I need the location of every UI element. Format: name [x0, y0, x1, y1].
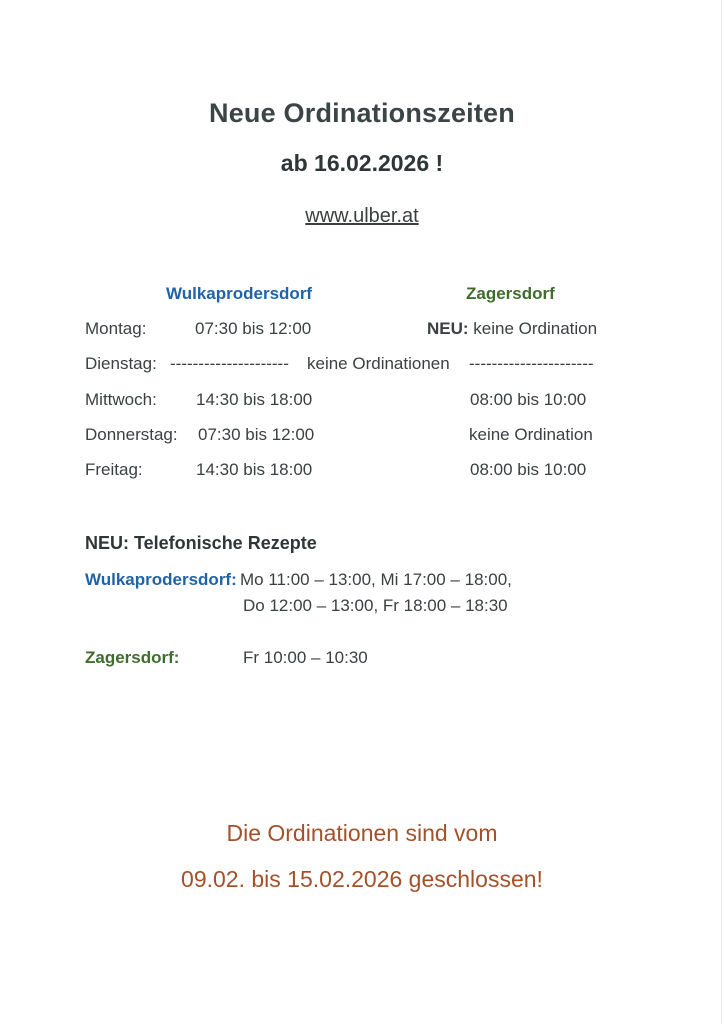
- closure-line1: Die Ordinationen sind vom: [226, 820, 498, 846]
- closure-line2: 09.02. bis 15.02.2026 geschlossen!: [181, 866, 543, 892]
- dashes-left-dienstag: ---------------------: [170, 354, 289, 373]
- hours-merged-dienstag: keine Ordinationen: [307, 354, 450, 373]
- day-label-donnerstag: Donnerstag:: [85, 425, 178, 444]
- rezepte-wulka-line2: Do 12:00 – 13:00, Fr 18:00 – 18:30: [243, 596, 508, 615]
- hours-zagers-donnerstag: keine Ordination: [469, 425, 593, 444]
- column-header-wulkaprodersdorf: Wulkaprodersdorf: [166, 284, 313, 303]
- hours-zagers-freitag: 08:00 bis 10:00: [470, 460, 587, 479]
- hours-zagers-montag: [427, 319, 597, 339]
- hours-zagers-montag-text: keine Ordination: [473, 319, 598, 338]
- rezepte-heading: NEU: Telefonische Rezepte: [85, 533, 317, 553]
- rezepte-label-zagersdorf: Zagersdorf:: [85, 648, 180, 667]
- day-label-mittwoch: Mittwoch:: [85, 390, 157, 409]
- hours-zagers-mittwoch: 08:00 bis 10:00: [470, 390, 587, 409]
- day-label-montag: Montag:: [85, 319, 147, 338]
- hours-wulka-mittwoch: 14:30 bis 18:00: [196, 390, 313, 409]
- hours-wulka-freitag: 14:30 bis 18:00: [196, 460, 313, 479]
- hours-wulka-donnerstag: 07:30 bis 12:00: [198, 425, 315, 444]
- dashes-right-dienstag: ----------------------: [469, 354, 594, 373]
- rezepte-wulka-line1: Mo 11:00 – 13:00, Mi 17:00 – 18:00,: [240, 570, 512, 589]
- rezepte-label-wulkaprodersdorf: Wulkaprodersdorf:: [85, 570, 237, 589]
- column-header-zagersdorf: Zagersdorf: [466, 284, 555, 303]
- website-link[interactable]: www.ulber.at: [305, 205, 419, 227]
- hours-wulka-montag: 07:30 bis 12:00: [195, 319, 312, 338]
- page-subtitle: ab 16.02.2026 !: [280, 150, 444, 176]
- website-line: [0, 205, 724, 228]
- day-label-dienstag: Dienstag:: [85, 354, 157, 373]
- page-title: Neue Ordinationszeiten: [209, 98, 515, 128]
- rezepte-zagers-line1: Fr 10:00 – 10:30: [243, 648, 368, 667]
- day-label-freitag: Freitag:: [85, 460, 143, 479]
- neu-badge: NEU:: [427, 319, 469, 338]
